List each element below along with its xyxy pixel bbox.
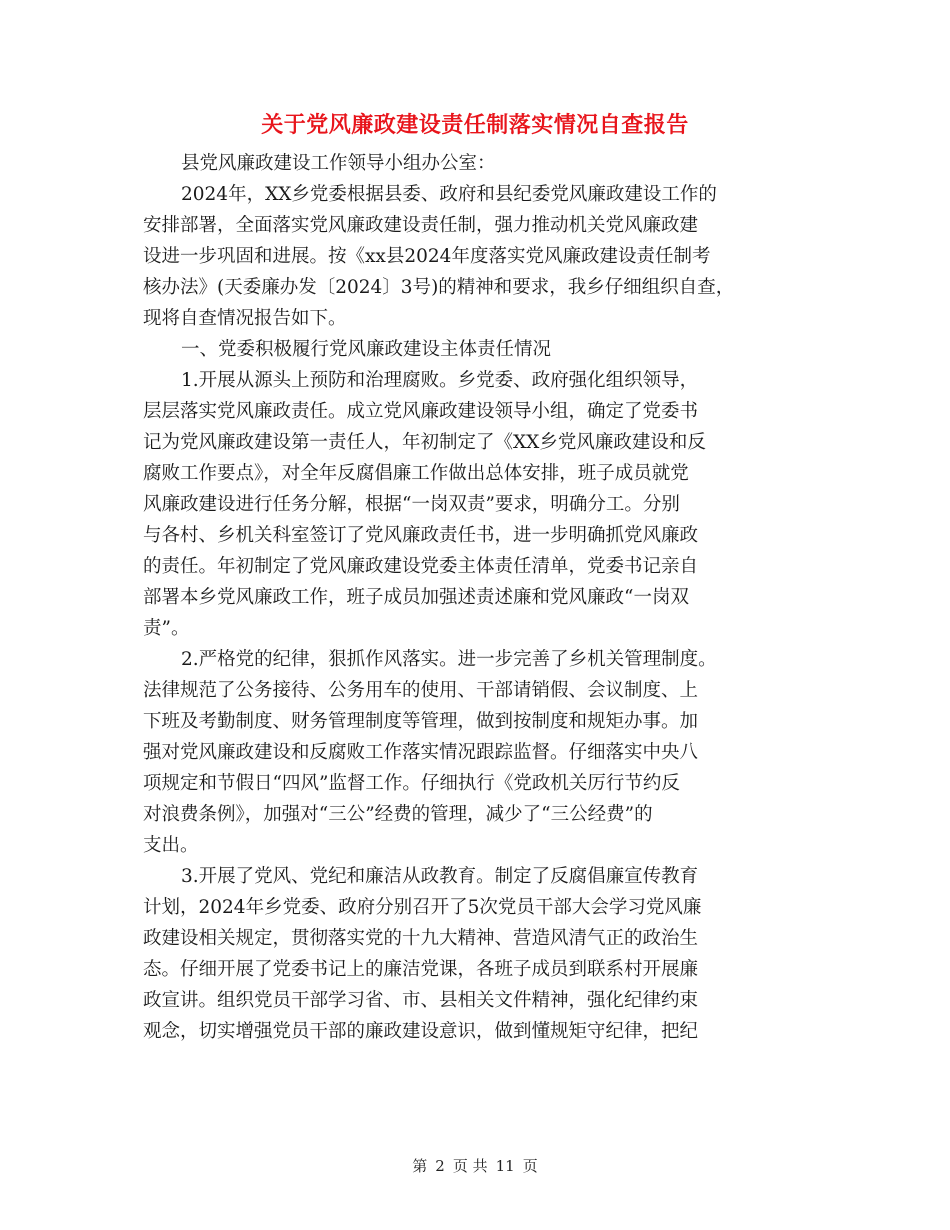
body-line: 部署本乡党风廉政工作，班子成员加强述责述廉和党风廉政“一岗双 [143,587,689,608]
body-line: 2.严格党的纪律，狠抓作风落实。进一步完善了乡机关管理制度。 [181,649,717,670]
body-line: 一、党委积极履行党风廉政建设主体责任情况 [181,339,552,360]
body-line: 3.开展了党风、党纪和廉洁从政教育。制定了反腐倡廉宣传教育 [181,866,699,887]
footer-page-total: 11 [495,1157,515,1175]
body-line: 政建设相关规定，贯彻落实党的十九大精神、营造风清气正的政治生 [143,928,699,949]
body-line: 态。仔细开展了党委书记上的廉洁党课，各班子成员到联系村开展廉 [143,959,699,980]
body-line: 的责任。年初制定了党风廉政建设党委主体责任清单，党委书记亲自 [143,556,699,577]
body-line: 下班及考勤制度、财务管理制度等管理，做到按制度和规矩办事。加 [143,711,699,732]
body-line: 政宣讲。组织党员干部学习省、市、县相关文件精神，强化纪律约束 [143,990,699,1011]
body-line: 记为党风廉政建设第一责任人，年初制定了《XX乡党风廉政建设和反 [143,432,706,453]
body-line: 风廉政建设进行任务分解，根据“一岗双责”要求，明确分工。分别 [143,494,680,515]
body-line: 对浪费条例》，加强对“三公”经费的管理，减少了“三公经费”的 [143,804,653,825]
page-footer [0,1155,950,1176]
body-line: 观念，切实增强党员干部的廉政建设意识，做到懂规矩守纪律，把纪 [143,1021,699,1042]
footer-page-middle: 页 共 [452,1157,488,1175]
body-line: 责”。 [143,618,190,639]
body-line: 核办法》(天委廉办发〔2024〕3号)的精神和要求，我乡仔细组织自查， [143,277,735,298]
body-line: 腐败工作要点》，对全年反腐倡廉工作做出总体安排，班子成员就党 [143,463,689,484]
body-line: 县党风廉政建设工作领导小组办公室： [181,153,496,174]
body-line: 强对党风廉政建设和反腐败工作落实情况跟踪监督。仔细落实中央八 [143,742,699,763]
body-line: 层层落实党风廉政责任。成立党风廉政建设领导小组，确定了党委书 [143,401,699,422]
body-line: 计划，2024年乡党委、政府分别召开了5次党员干部大会学习党风廉 [143,897,702,918]
body-line: 项规定和节假日“四风”监督工作。仔细执行《党政机关厉行节约反 [143,773,680,794]
body-line: 2024年，XX乡党委根据县委、政府和县纪委党风廉政建设工作的 [181,184,717,205]
body-line: 设进一步巩固和进展。按《xx县2024年度落实党风廉政建设责任制考 [143,246,711,267]
body-line: 安排部署，全面落实党风廉政建设责任制，强力推动机关党风廉政建 [143,215,699,236]
document-title: 关于党风廉政建设责任制落实情况自查报告 [261,112,689,138]
body-line: 与各村、乡机关科室签订了党风廉政责任书，进一步明确抓党风廉政 [143,525,699,546]
footer-page-suffix: 页 [522,1157,538,1175]
footer-page-prefix: 第 [412,1157,428,1175]
body-line: 1.开展从源头上预防和治理腐败。乡党委、政府强化组织领导， [181,370,699,391]
body-line: 支出。 [143,835,199,856]
document-body [143,148,823,1047]
body-line: 法律规范了公务接待、公务用车的使用、干部请销假、会议制度、上 [143,680,699,701]
footer-page-number: 2 [435,1157,445,1175]
body-line: 现将自查情况报告如下。 [143,308,347,329]
